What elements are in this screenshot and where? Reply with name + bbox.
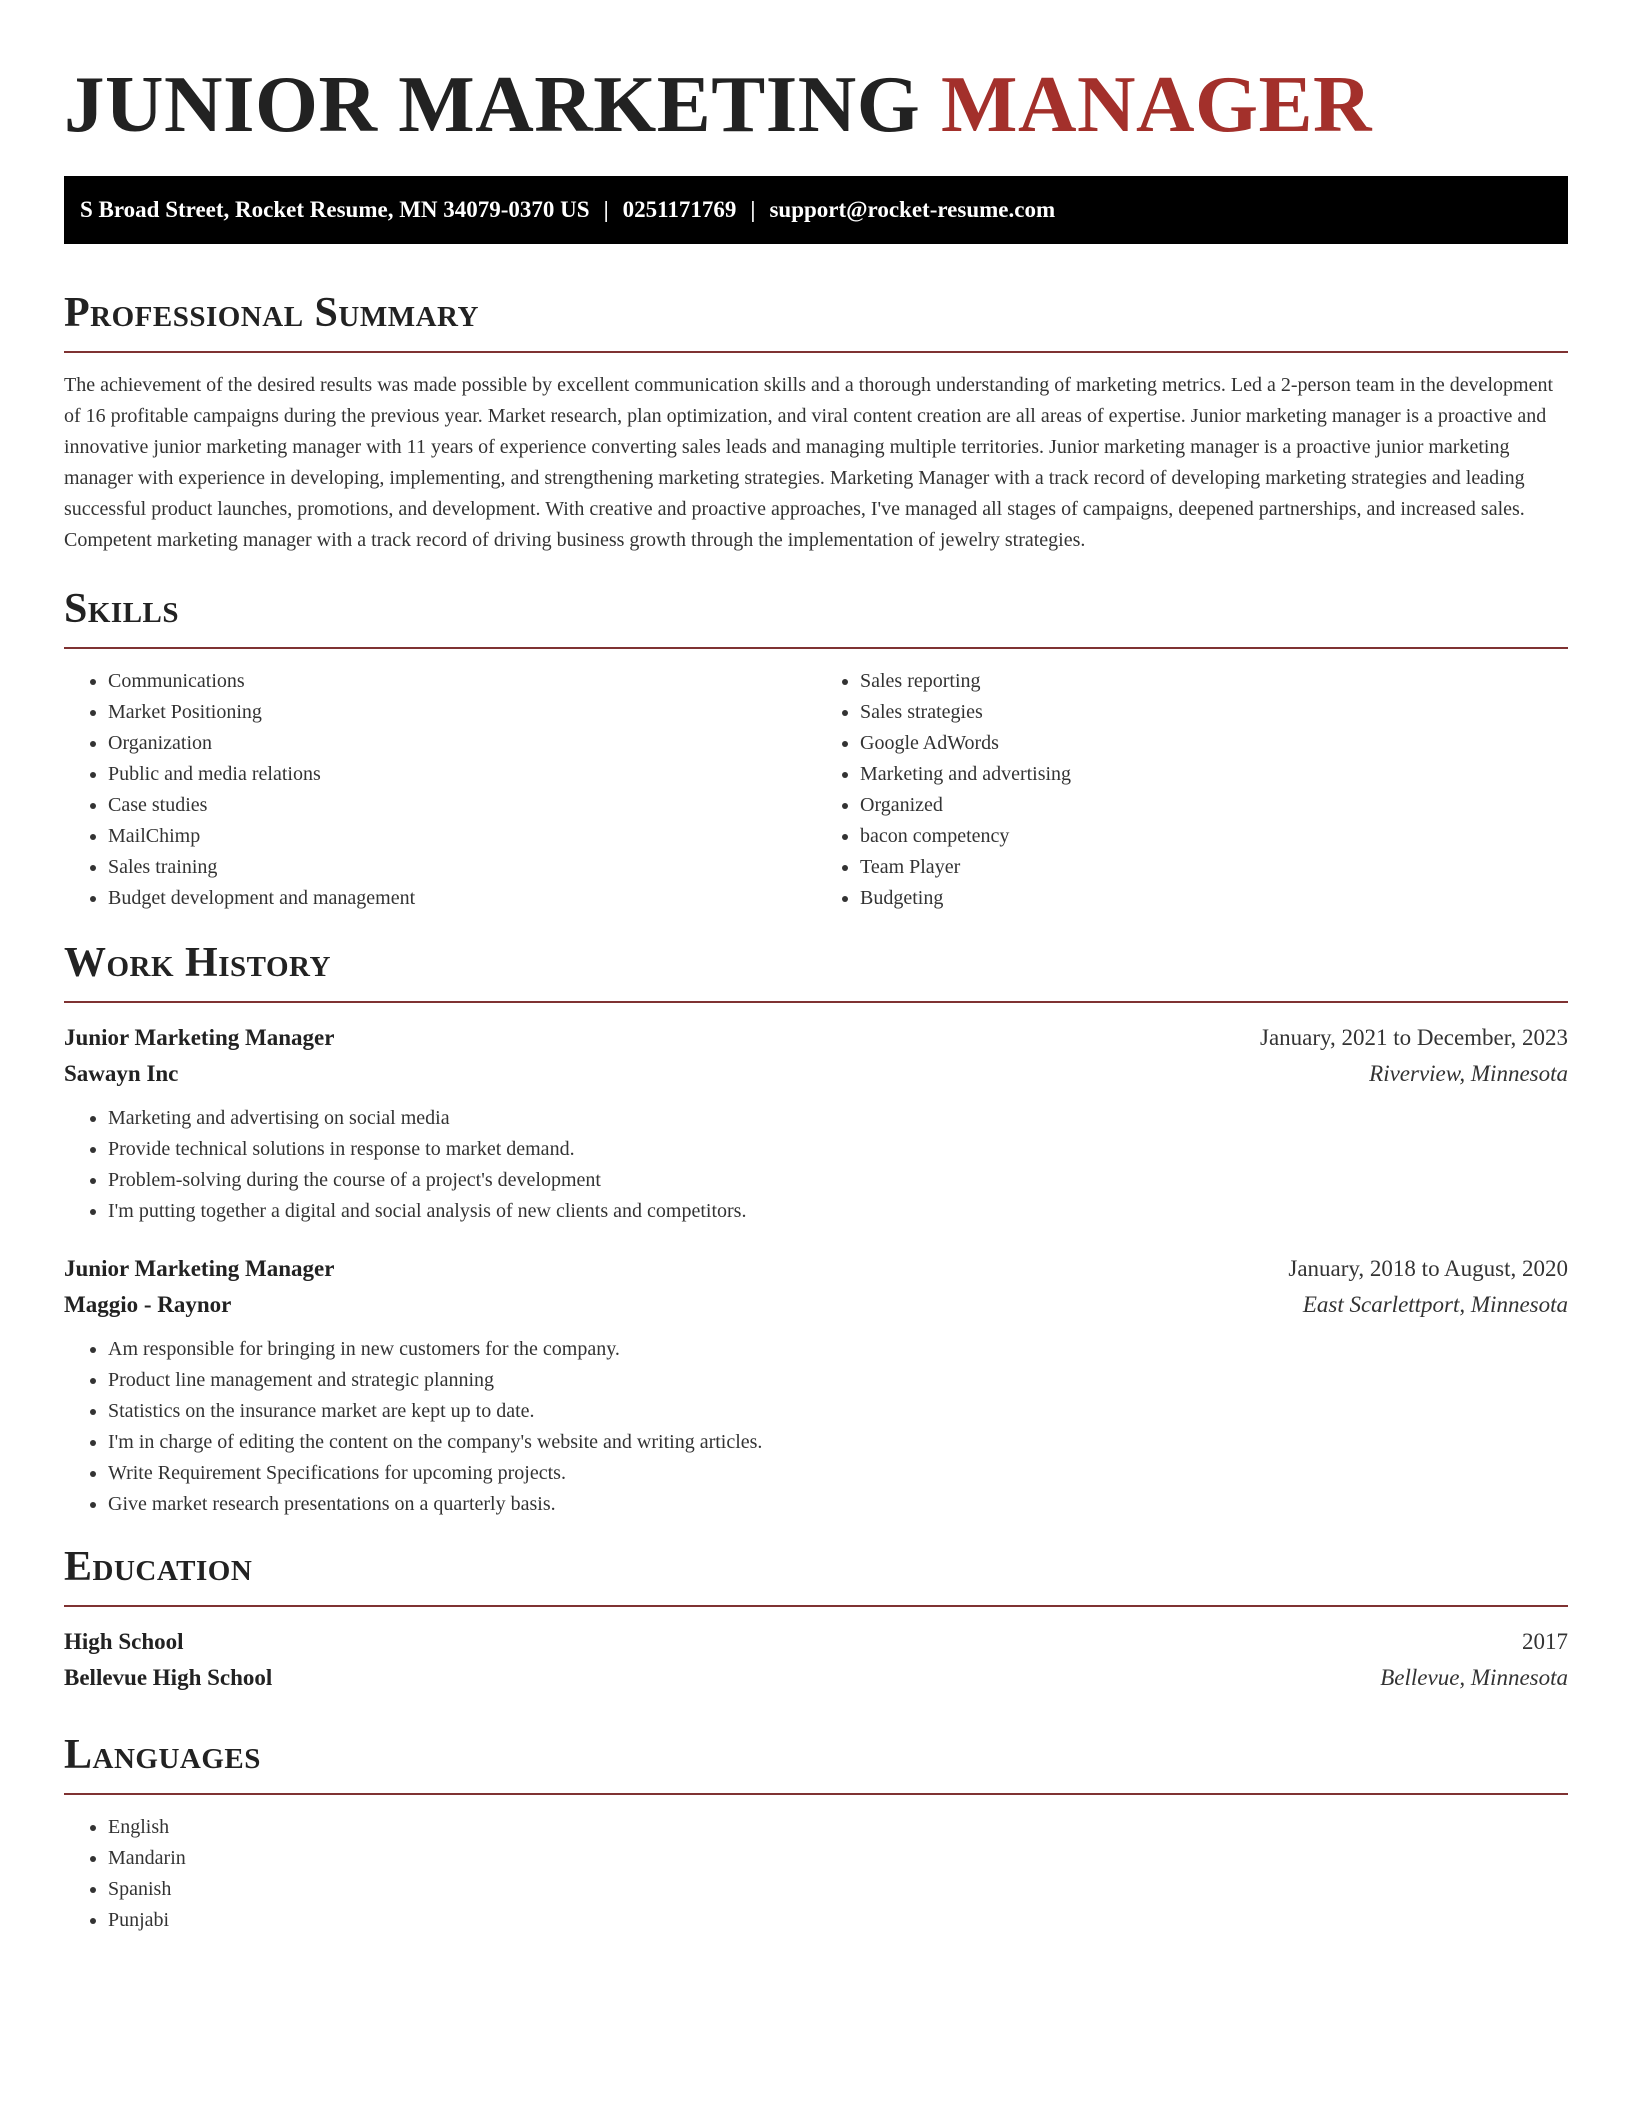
skill-item: • Case studies — [108, 790, 816, 821]
contact-bar — [64, 176, 1568, 244]
job-location: Riverview, Minnesota — [1369, 1061, 1568, 1086]
education-year: 2017 — [1522, 1629, 1568, 1654]
skill-item: • Budgeting — [860, 883, 1568, 914]
languages-section — [64, 1730, 1568, 1936]
skills-column-right — [816, 666, 1568, 914]
section-divider — [64, 351, 1568, 353]
job-duty: • Provide technical solutions in response to market demand. — [108, 1134, 1568, 1165]
job-duty: • Statistics on the insurance market are kept up to date. — [108, 1396, 1568, 1427]
skills-section — [64, 584, 1568, 914]
skills-list-left — [64, 666, 816, 914]
job-duty: • I'm putting together a digital and social analysis of new clients and competitors. — [108, 1196, 1568, 1227]
skill-item: • Market Positioning — [108, 697, 816, 728]
skill-item: • MailChimp — [108, 821, 816, 852]
education-header-row — [64, 1624, 1568, 1660]
education-location: Bellevue, Minnesota — [1380, 1665, 1568, 1690]
skill-item: • Organization — [108, 728, 816, 759]
education-section — [64, 1542, 1568, 1696]
job-company-row — [64, 1287, 1568, 1323]
language-item: • Mandarin — [108, 1843, 1568, 1874]
skill-item: • Team Player — [860, 852, 1568, 883]
languages-heading: Languages — [64, 1732, 261, 1778]
skill-item: • Sales training — [108, 852, 816, 883]
section-divider — [64, 647, 1568, 649]
skill-item: • Marketing and advertising — [860, 759, 1568, 790]
summary-text: The achievement of the desired results was made possible by excellent communication skills and a thorough understanding of marketing metrics. Led a 2-person team in the development of 16 profitable campaigns during the previous year. Market research, plan optimization, and viral content creation are all areas of expertise. Junior marketing manager is a proactive and innovative junior marketing manager with 11 years of experience converting sales leads and managing multiple territories. Junior marketing manager is a proactive junior marketing manager with experience in developing, implementing, and strengthening marketing strategies. Marketing Manager with a track record of developing marketing strategies and leading successful product launches, promotions, and development. With creative and proactive approaches, I've managed all stages of campaigns, deepened partnerships, and increased sales. Competent marketing manager with a track record of driving business growth through the implementation of jewelry strategies. — [64, 374, 1554, 551]
education-entry — [64, 1624, 1568, 1696]
resume-title — [64, 54, 1568, 154]
skill-item: • Budget development and management — [108, 883, 816, 914]
contact-separator: | — [603, 197, 609, 222]
work-history-section — [64, 938, 1568, 1520]
skill-item: • bacon competency — [860, 821, 1568, 852]
job-duty: • I'm in charge of editing the content on the company's website and writing articles. — [108, 1427, 1568, 1458]
language-item: • Spanish — [108, 1874, 1568, 1905]
job-header-row — [64, 1020, 1568, 1056]
contact-email: support@rocket-resume.com — [769, 197, 1056, 222]
job-dates: January, 2021 to December, 2023 — [1260, 1025, 1568, 1050]
job-duty: • Product line management and strategic planning — [108, 1365, 1568, 1396]
contact-phone: 0251171769 — [622, 197, 737, 222]
skills-column-left — [64, 666, 816, 914]
job-dates: January, 2018 to August, 2020 — [1288, 1256, 1568, 1281]
education-school-row — [64, 1660, 1568, 1696]
education-school: Bellevue High School — [64, 1665, 273, 1690]
job-duty: • Give market research presentations on a quarterly basis. — [108, 1489, 1568, 1520]
job-company-row — [64, 1056, 1568, 1092]
work-history-heading: Work History — [64, 940, 331, 986]
job-duties-list — [64, 1334, 1568, 1520]
skills-heading: Skills — [64, 586, 180, 632]
job-position: Junior Marketing Manager — [64, 1025, 335, 1050]
job-duties-list — [64, 1103, 1568, 1227]
job-duty: • Problem-solving during the course of a project's development — [108, 1165, 1568, 1196]
education-degree: High School — [64, 1629, 184, 1654]
job-company: Maggio - Raynor — [64, 1292, 232, 1317]
contact-separator: | — [750, 197, 756, 222]
job-position: Junior Marketing Manager — [64, 1256, 335, 1281]
job-header-row — [64, 1251, 1568, 1287]
job-company: Sawayn Inc — [64, 1061, 179, 1086]
language-item: • Punjabi — [108, 1905, 1568, 1936]
title-accent: MANAGER — [941, 59, 1373, 149]
section-divider — [64, 1001, 1568, 1003]
title-main: JUNIOR MARKETING — [64, 59, 921, 149]
job-duty: • Am responsible for bringing in new customers for the company. — [108, 1334, 1568, 1365]
skill-item: • Sales strategies — [860, 697, 1568, 728]
job-entry — [64, 1020, 1568, 1227]
skill-item: • Organized — [860, 790, 1568, 821]
languages-list — [64, 1812, 1568, 1936]
job-duty: • Write Requirement Specifications for upcoming projects. — [108, 1458, 1568, 1489]
summary-section — [64, 288, 1568, 556]
education-heading: Education — [64, 1544, 253, 1590]
summary-heading: Professional Summary — [64, 290, 479, 336]
language-item: • English — [108, 1812, 1568, 1843]
job-location: East Scarlettport, Minnesota — [1302, 1292, 1568, 1317]
contact-address: S Broad Street, Rocket Resume, MN 34079-0370 US — [80, 197, 590, 222]
job-duty: • Marketing and advertising on social media — [108, 1103, 1568, 1134]
skills-grid — [64, 666, 1568, 914]
skills-list-right — [816, 666, 1568, 914]
skill-item: • Sales reporting — [860, 666, 1568, 697]
skill-item: • Public and media relations — [108, 759, 816, 790]
section-divider — [64, 1605, 1568, 1607]
skill-item: • Communications — [108, 666, 816, 697]
section-divider — [64, 1793, 1568, 1795]
job-entry — [64, 1251, 1568, 1520]
skill-item: • Google AdWords — [860, 728, 1568, 759]
